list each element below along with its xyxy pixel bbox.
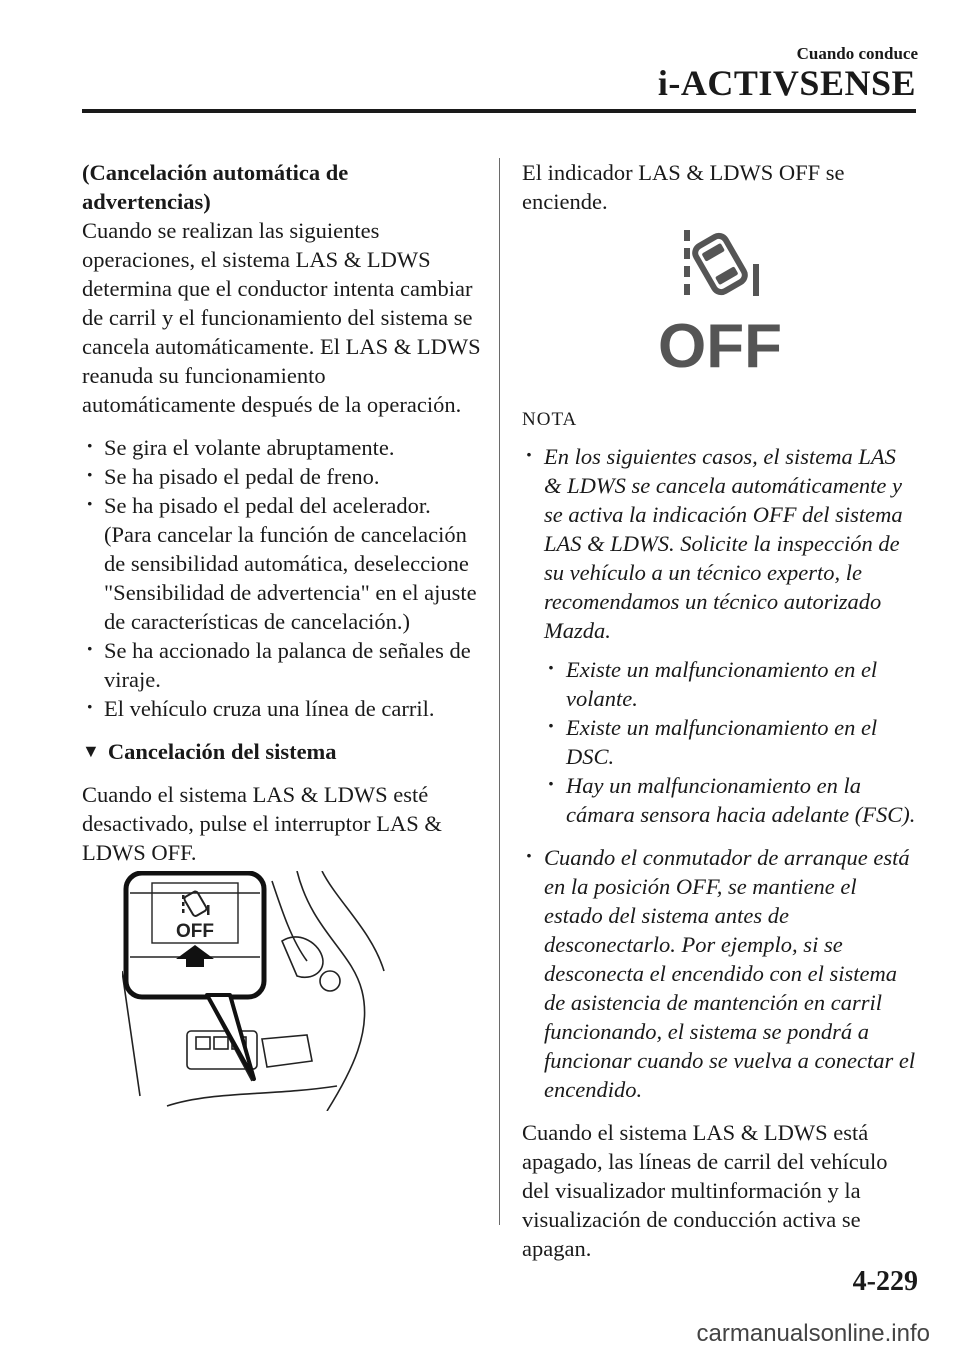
list-item: · Se gira el volante abruptamente. bbox=[82, 433, 482, 462]
list-item: · Se ha accionado la palanca de señales de viraje. bbox=[82, 636, 482, 694]
list-item bbox=[522, 442, 917, 829]
indicator-paragraph: El indicador LAS & LDWS OFF se enciende. bbox=[522, 160, 845, 214]
car-icon bbox=[692, 233, 747, 295]
intro-paragraph: Cuando se realizan las siguientes operaciones, el sistema LAS & LDWS determina que el conductor intenta cambiar de carril y el funcionamiento del sistema se cancela automáticamente. El LAS & LDWS reanuda su funcionamiento automáticamente después de la operación. bbox=[82, 218, 481, 417]
note-sublist bbox=[544, 655, 917, 829]
left-column bbox=[82, 158, 482, 1118]
triangle-down-icon: ▼ bbox=[82, 741, 100, 761]
list-item: · Se ha pisado el pedal del acelerador. (Para cancelar la función de cancelación de sensibilidad automática, deseleccione "Sensibilidad de advertencia" en el ajuste de características de cancelación.) bbox=[82, 491, 482, 636]
note-title: NOTA bbox=[522, 409, 578, 430]
subheading-line2: advertencias) bbox=[82, 189, 211, 214]
subheading-line1: (Cancelación automática de bbox=[82, 160, 349, 185]
list-item: · Se ha pisado el pedal de freno. bbox=[82, 462, 482, 491]
list-item: · Existe un malfuncionamiento en el volante. bbox=[544, 655, 917, 713]
list-item: · Hay un malfuncionamiento en la cámara sensora hacia adelante (FSC). bbox=[544, 771, 917, 829]
note-text: En los siguientes casos, el sistema LAS & LDWS se cancela automáticamente y se activa la indicación OFF del sistema LAS & LDWS. Solicite la inspección de su vehículo a un técnico experto, le recomendamos un técnico autorizado Mazda. bbox=[544, 444, 903, 643]
note-list bbox=[522, 442, 917, 1104]
watermark: carmanualsonline.info bbox=[696, 1320, 930, 1347]
cancel-conditions-list bbox=[82, 433, 482, 723]
header-section-title: Cuando conduce bbox=[796, 44, 918, 63]
column-divider bbox=[499, 158, 500, 1225]
right-column bbox=[522, 158, 917, 1263]
section-heading-text: Cancelación del sistema bbox=[107, 739, 337, 764]
indicator-off-label: OFF bbox=[658, 312, 782, 370]
lane-departure-off-indicator bbox=[657, 230, 783, 370]
list-item: · Existe un malfuncionamiento en el DSC. bbox=[544, 713, 917, 771]
section-heading bbox=[82, 737, 482, 766]
header-rule bbox=[82, 109, 916, 113]
header-chapter-title: i-ACTIVSENSE bbox=[657, 63, 916, 103]
switch-off-label: OFF bbox=[176, 921, 214, 942]
closing-paragraph: Cuando el sistema LAS & LDWS está apagado, las líneas de carril del vehículo del visualizador multinformación y la visualización de conducción activa se apagan. bbox=[522, 1120, 888, 1261]
list-item: · Cuando el conmutador de arranque está en la posición OFF, se mantiene el estado del sistema antes de desconectarlo. Por ejemplo, si se desconecta el encendido con el sistema de asistencia de mantención en carril funcionando, el sistema se pondrá a funcionar cuando se vuelva a conectar el encendido. bbox=[522, 843, 917, 1104]
switch-illustration bbox=[122, 871, 392, 1111]
page-number: 4-229 bbox=[852, 1266, 918, 1297]
section-paragraph: Cuando el sistema LAS & LDWS esté desactivado, pulse el interruptor LAS & LDWS OFF. bbox=[82, 782, 442, 865]
list-item: · El vehículo cruza una línea de carril. bbox=[82, 694, 482, 723]
